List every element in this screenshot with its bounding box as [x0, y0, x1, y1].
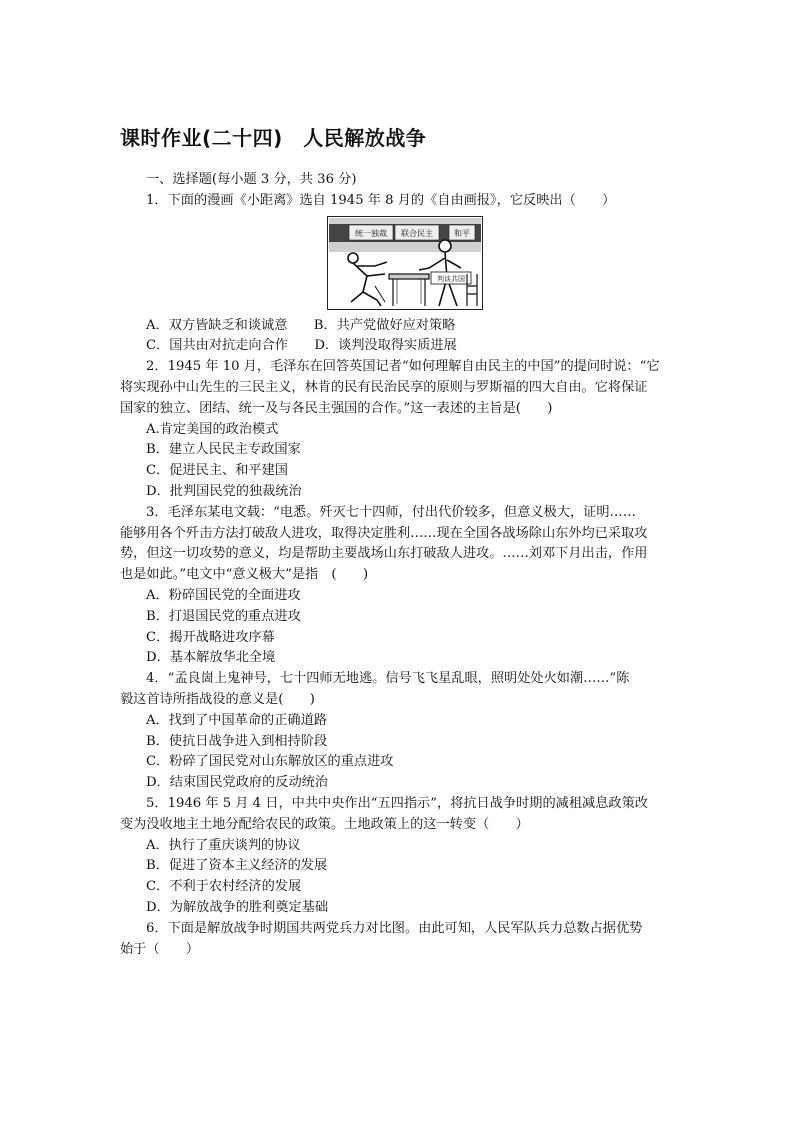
question-stem-line: 5．1946 年 5 月 4 日，中共中央作出“五四指示”，将抗日战争时期的减租减息政策改: [146, 795, 648, 811]
question-stem-line: 2．1945 年 10 月，毛泽东在回答英国记者“如何理解自由民主的中国”的提问时说：“它: [146, 359, 660, 375]
option-c: C．不利于农村经济的发展: [146, 879, 302, 895]
question-stem-line: 1．下面的漫画《小距离》选自 1945 年 8 月的《自由画报》，它反映出（ ）: [146, 192, 616, 208]
sign-text: 判谈共国: [437, 274, 465, 283]
option-d: D．批判国民党的独裁统治: [146, 483, 302, 499]
option-row: A．双方皆缺乏和谈诚意 B．共产党做好应对策略: [146, 317, 456, 333]
question-stem-line: 毅这首诗所指战役的意义是( ): [120, 691, 315, 707]
question-stem-line: 也是如此。”电文中“意义极大”是指 ( ): [120, 567, 369, 583]
option-a: A.肯定美国的政治模式: [146, 421, 279, 437]
question-2: [120, 357, 676, 503]
option-c: C．粉碎了国民党对山东解放区的重点进攻: [146, 754, 394, 770]
question-stem-line: 4．“孟良崮上鬼神号，七十四师无地逃。信号飞飞星乱眼，照明处处火如潮……”陈: [146, 671, 630, 687]
question-stem-line: 3．毛泽东某电文载：“电悉。歼灭七十四师，付出代价较多，但意义极大，证明……: [146, 504, 636, 520]
option-a: A．粉碎国民党的全面进攻: [146, 587, 301, 603]
question-4: [120, 669, 676, 794]
question-list: [120, 170, 676, 960]
question-stem-line: 6．下面是解放战争时期国共两党兵力对比图。由此可知，人民军队兵力总数占据优势: [146, 920, 643, 936]
option-b: B．使抗日战争进入到相持阶段: [146, 733, 328, 749]
question-stem-line: 变为没收地主土地分配给农民的政策。土地政策上的这一转变（ ）: [120, 816, 529, 832]
question-stem-line: 能够用各个歼击方法打破敌人进攻，取得决定胜利……现在全国各战场除山东外均已采取攻: [120, 525, 648, 541]
option-b: B．促进了资本主义经济的发展: [146, 858, 328, 874]
option-a: A．执行了重庆谈判的协议: [146, 837, 301, 853]
option-d: D．基本解放华北全境: [146, 650, 276, 666]
question-5: [120, 794, 676, 919]
question-stem-line: 始于（ ）: [120, 941, 200, 957]
question-1: [120, 191, 676, 357]
cartoon-figure-area: [120, 212, 676, 316]
question-3: [120, 503, 676, 669]
option-a: A．找到了中国革命的正确道路: [146, 712, 327, 728]
option-c: C．揭开战略进攻序幕: [146, 629, 275, 645]
banner-left-text: 统一独裁: [355, 228, 387, 238]
option-b: B．建立人民民主专政国家: [146, 442, 301, 458]
cartoon-image: [327, 216, 483, 310]
question-6: [120, 919, 676, 961]
option-row: C．国共由对抗走向合作 D．谈判没取得实质进展: [146, 338, 457, 354]
option-b: B．打退国民党的重点进攻: [146, 608, 301, 624]
question-stem-line: 国家的独立、团结、统一及与各民主强国的合作。”这一表述的主旨是( ): [120, 400, 553, 416]
banner-mid-text: 联合民主: [401, 228, 433, 238]
page-title: 课时作业(二十四) 人民解放战争: [120, 126, 427, 150]
banner-right-text: 和平: [454, 228, 470, 238]
option-c: C．促进民主、和平建国: [146, 463, 288, 479]
option-d: D．结束国民党政府的反动统治: [146, 775, 329, 791]
question-stem-line: 势，但这一切攻势的意义，均是帮助主要战场山东打破敌人进攻。……刘邓下月出击，作用: [120, 546, 648, 562]
question-stem-line: 将实现孙中山先生的三民主义，林肯的民有民治民享的原则与罗斯福的四大自由。它将保证: [120, 379, 648, 395]
section-heading: 一、选择题(每小题 3 分，共 36 分): [146, 172, 357, 187]
option-d: D．为解放战争的胜利奠定基础: [146, 899, 329, 915]
